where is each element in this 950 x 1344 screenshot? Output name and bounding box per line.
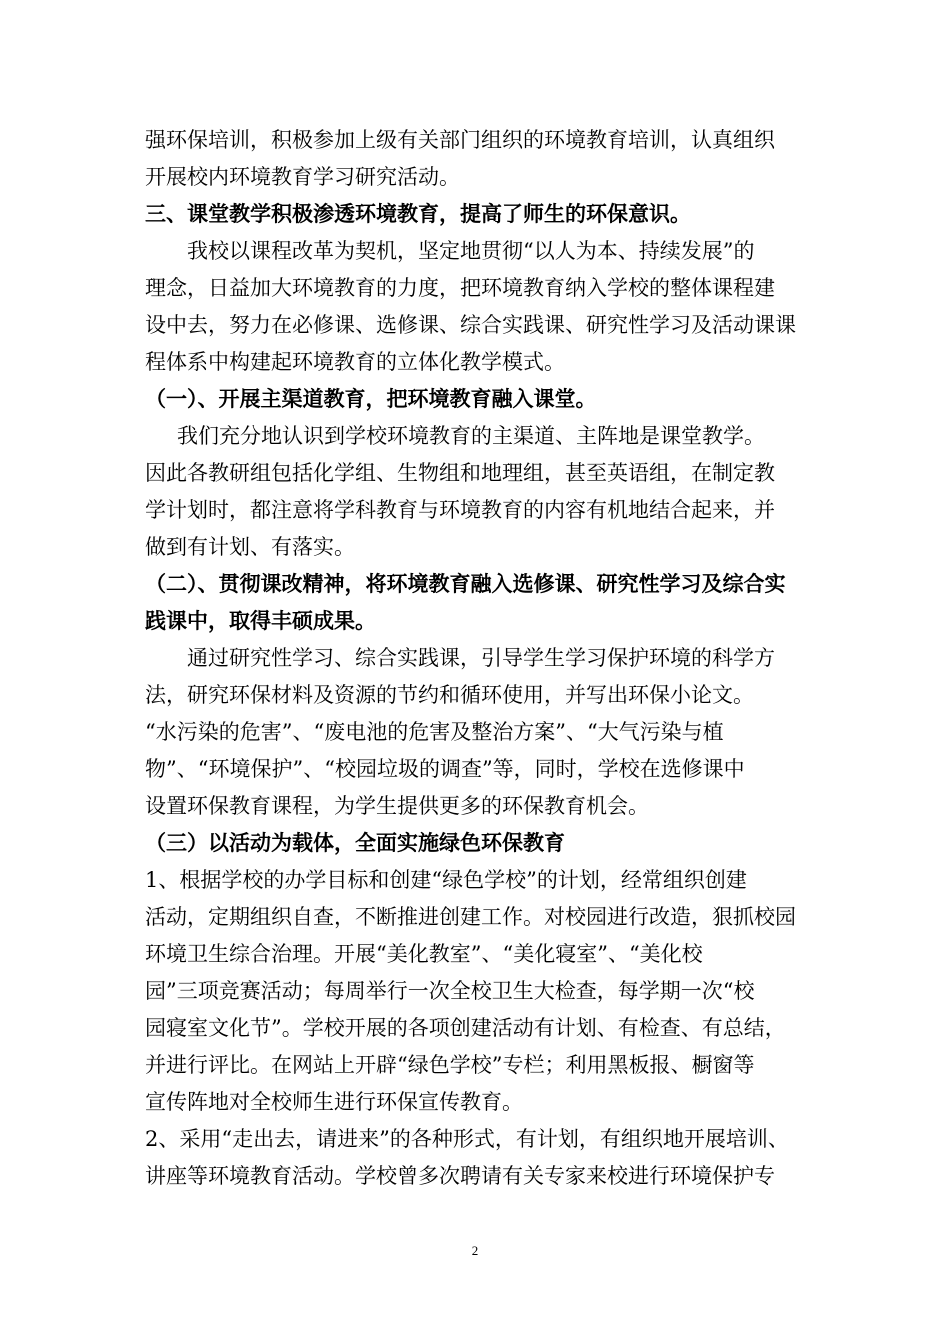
text-line: 活动，定期组织自查，不断推进创建工作。对校园进行改造，狠抓校园 <box>145 905 796 929</box>
text-line: 程体系中构建起环境教育的立体化教学模式。 <box>145 350 565 374</box>
text-line: 物”、“环境保护”、“校园垃圾的调查”等，同时，学校在选修课中 <box>145 757 745 781</box>
text-line: 通过研究性学习、综合实践课，引导学生学习保护环境的科学方 <box>187 646 775 670</box>
text-line: 园寝室文化节”。学校开展的各项创建活动有计划、有检查、有总结， <box>145 1016 786 1040</box>
section-heading: 三、课堂教学积极渗透环境教育，提高了师生的环保意识。 <box>145 202 691 226</box>
text-line: 做到有计划、有落实。 <box>145 535 355 559</box>
text-line: 强环保培训，积极参加上级有关部门组织的环境教育培训，认真组织 <box>145 128 775 152</box>
text-line: 法，研究环保材料及资源的节约和循环使用，并写出环保小论文。 <box>145 683 754 707</box>
text-line: “水污染的危害”、“废电池的危害及整治方案”、“大气污染与植 <box>145 720 724 744</box>
text-line: 宣传阵地对全校师生进行环保宣传教育。 <box>145 1090 523 1114</box>
text-line: 开展校内环境教育学习研究活动。 <box>145 165 460 189</box>
text-line: 学计划时，都注意将学科教育与环境教育的内容有机地结合起来，并 <box>145 498 775 522</box>
text-line: 2、采用“走出去，请进来”的各种形式，有计划，有组织地开展培训、 <box>145 1127 789 1151</box>
section-heading: （三）以活动为载体，全面实施绿色环保教育 <box>145 831 565 855</box>
section-heading: （一）、开展主渠道教育，把环境教育融入课堂。 <box>145 387 597 411</box>
text-line: 并进行评比。在网站上开辟“绿色学校”专栏；利用黑板报、橱窗等 <box>145 1053 755 1077</box>
text-line: 因此各教研组包括化学组、生物组和地理组，甚至英语组，在制定教 <box>145 461 775 485</box>
text-line: 我们充分地认识到学校环境教育的主渠道、主阵地是课堂教学。 <box>177 424 765 448</box>
text-line: 园”三项竞赛活动；每周举行一次全校卫生大检查，每学期一次“校 <box>145 979 755 1003</box>
text-line: 我校以课程改革为契机，坚定地贯彻“以人为本、持续发展”的 <box>187 239 755 263</box>
page-number: 2 <box>471 1243 479 1258</box>
text-line: 理念，日益加大环境教育的力度，把环境教育纳入学校的整体课程建 <box>145 276 775 300</box>
text-line: 1、根据学校的办学目标和创建“绿色学校”的计划，经常组织创建 <box>145 868 747 892</box>
text-line: 设置环保教育课程，为学生提供更多的环保教育机会。 <box>145 794 649 818</box>
text-line: 讲座等环境教育活动。学校曾多次聘请有关专家来校进行环境保护专 <box>145 1164 775 1188</box>
text-line: 环境卫生综合治理。开展“美化教室”、“美化寝室”、“美化校 <box>145 942 703 966</box>
section-heading: （二）、贯彻课改精神，将环境教育融入选修课、研究性学习及综合实 <box>145 572 786 596</box>
text-line: 设中去，努力在必修课、选修课、综合实践课、研究性学习及活动课课 <box>145 313 796 337</box>
section-heading: 践课中，取得丰硕成果。 <box>145 609 376 633</box>
